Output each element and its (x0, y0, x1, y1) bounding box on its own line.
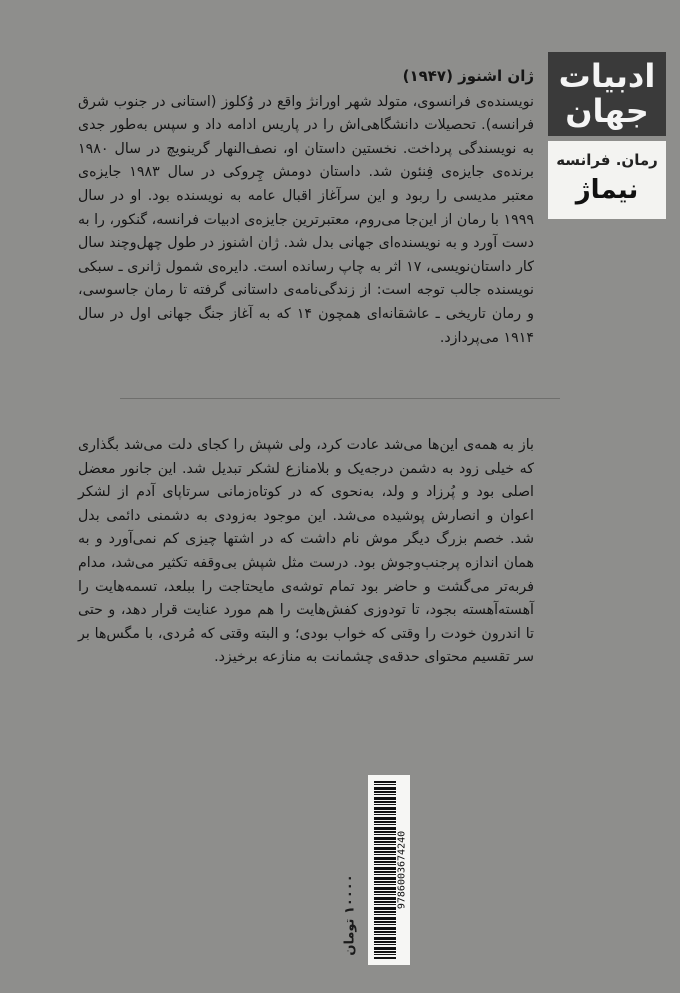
price-text: ۱۰۰۰۰ تومان (342, 874, 358, 956)
series-line-1: ادبیات (558, 57, 656, 95)
barcode-number-text: 9786003674240 (396, 830, 408, 910)
isbn-barcode (368, 775, 410, 965)
publisher-logo: نیماژ (575, 175, 639, 205)
section-divider (120, 398, 560, 399)
barcode-bars (374, 781, 396, 959)
book-excerpt (78, 434, 534, 670)
series-line-2: جهان (565, 92, 649, 130)
genre-label: رمان. فرانسه (556, 151, 658, 169)
publisher-box (548, 141, 666, 219)
author-bio (78, 65, 534, 350)
barcode-number (396, 775, 408, 965)
excerpt-text: باز به همه‌ی این‌ها می‌شد عادت کرد، ولی شپش را کجای دلت می‌شد بگذاری که خیلی زود به دشمن درجه‌یک و بلامنازع لشکر تبدیل شد. این جانور معضل اصلی بود و پُرزاد و ولد، به‌نحوی که در کوتاه‌زمانی سرتاپای آدم از لشکر اعوان و انصارش پوشیده می‌شد. این موجود به‌زودی به دشمنی دائمی بدل شد. خصم بزرگ دیگر موش نام داشت که در اشتها چیزی کم نمی‌آورد و به همان اندازه پرجنب‌وجوش بود. درست مثل شپش بی‌وقفه تکثیر می‌شد، مدام فربه‌تر می‌گشت و حاضر بود تمام توشه‌ی مایحتاجت را ببلعد، تسمه‌هایت را آهسته‌آهسته بجود، تا تودوزی کفش‌هایت را هم مورد عنایت قرار دهد، و حتی تا اندرون خودت را وقتی که خواب بودی؛ و البته وقتی که مُردی، با مگس‌ها بر سر تقسیم محتوای حدقه‌ی چشمانت به منازعه برخیزد. (78, 437, 534, 666)
author-bio-text: نویسنده‌ی فرانسوی، متولد شهر اورانژ واقع در وُکلوز (استانی در جنوب شرق فرانسه). تحصیلات دانشگاهی‌اش را در پاریس ادامه داد و سپس به‌طور جدی به نویسندگی پرداخت. نخستین داستان او، نصف‌النهار گرینویچ در سال ۱۹۸۰ برنده‌ی جایزه‌ی فِنئون شد. داستان دومش چِروکی در سال ۱۹۸۳ جایزه‌ی معتبر مدیسی را ربود و این سرآغاز اقبال عامه به نویسنده بود. او در سال ۱۹۹۹ با رمان از این‌جا می‌روم، معتبرترین جایزه‌ی ادبیات فرانسه، گنکور، را به دست آورد و به نویسنده‌ای جهانی بدل شد. ژان اشنوز در طول چهل‌وچند سال کار داستان‌نویسی، ۱۷ اثر به چاپ رسانده است. دایره‌ی شمول ژانری ـ سبکی نویسنده جالب توجه است: از زندگی‌نامه‌ی داستانی گرفته تا رمان جاسوسی، و رمان تاریخی ـ عاشقانه‌ای همچون ۱۴ که به آغاز جنگ جهانی اول در سال ۱۹۱۴ می‌پردازد. (78, 93, 535, 346)
author-title: ژان اشنوز (۱۹۴۷) (402, 67, 534, 85)
price-label (338, 870, 362, 960)
series-logo (548, 52, 666, 136)
